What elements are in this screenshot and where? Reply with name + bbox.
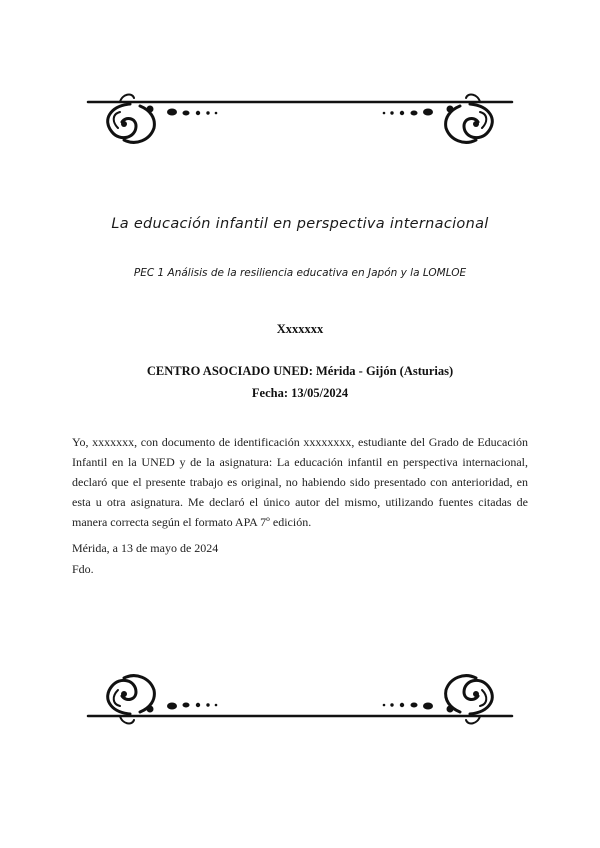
scroll-divider-icon	[0, 654, 600, 744]
originality-declaration: Yo, xxxxxxx, con documento de identificación xxxxxxxx, estudiante del Grado de Educación Infantil en la UNED y de la asignatura: La educación infantil en perspectiva internacional, declaró que el presente trabajo es original, no habiendo sido presentado con anterioridad, en esta u otra asignatura. Me declaró el único autor del mismo, utilizando fuentes citadas de manera correcta según el formato APA 7º edición.	[72, 435, 528, 529]
top-ornament-divider	[0, 62, 600, 152]
document-title: La educación infantil en perspectiva internacional	[111, 216, 489, 232]
author-name: Xxxxxxx	[276, 322, 324, 336]
signature-line: Fdo.	[72, 562, 94, 576]
document-date: Fecha: 13/05/2024	[251, 386, 349, 400]
study-center: CENTRO ASOCIADO UNED: Mérida - Gijón (Asturias)	[146, 364, 454, 378]
place-and-date: Mérida, a 13 de mayo de 2024	[72, 541, 219, 555]
document-subtitle: PEC 1 Análisis de la resiliencia educativa en Japón y la LOMLOE	[133, 267, 467, 279]
bottom-ornament-divider	[0, 654, 600, 744]
scroll-divider-icon	[0, 62, 600, 152]
